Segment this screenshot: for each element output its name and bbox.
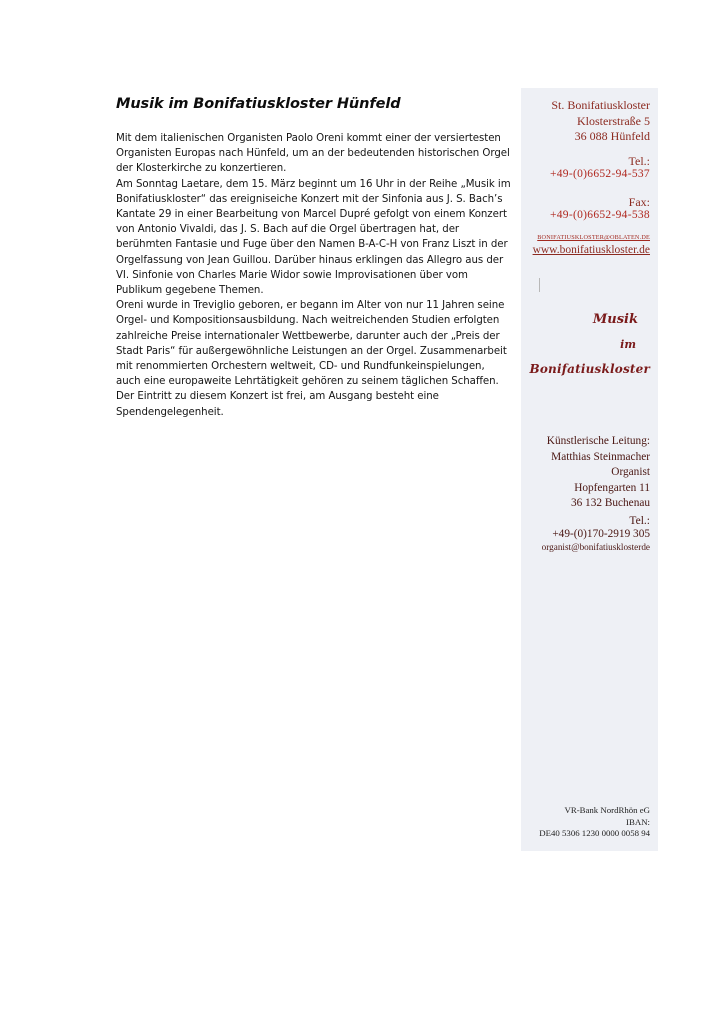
organist-phone-label: Tel.: bbox=[629, 515, 650, 527]
organist-street: Hopfengarten 11 bbox=[574, 481, 650, 494]
article-paragraph-biography: Oreni wurde in Treviglio geboren, er begann im Alter von nur 11 Jahren seine Orgel- und Kompositionsausbildung. Nach weitreichenden Studien erfolgten zahlreiche Preise internationaler Wettbewerbe, darunter auch der „Preis der Stadt Paris“ für außergewöhnliche Leistungen an der Orgel. Zusammenarbeit mit renommierten Orchestern weltweit, CD- und Rundfunkeinspielungen, auch eine europaweite Lehrtätigkeit gehören zu seinem täglichen Schaffen. bbox=[116, 300, 507, 388]
article-body bbox=[116, 131, 512, 420]
artistic-direction bbox=[547, 434, 650, 512]
monastery-street: Klosterstraße 5 bbox=[577, 113, 650, 128]
bank-details bbox=[539, 805, 650, 840]
article bbox=[116, 96, 512, 420]
logo-word-im: im bbox=[620, 338, 636, 351]
monastery-city: 36 088 Hünfeld bbox=[574, 129, 650, 143]
bank-name: VR-Bank NordRhön eG bbox=[564, 805, 650, 815]
organist-name: Matthias Steinmacher bbox=[551, 450, 650, 463]
fax-label: Fax: bbox=[628, 195, 650, 209]
fax-number: +49-(0)6652-94-538 bbox=[549, 209, 650, 221]
article-title: Musik im Bonifatiuskloster Hünfeld bbox=[116, 96, 401, 112]
website-link[interactable]: www.bonifatiuskloster.de bbox=[532, 244, 650, 256]
logo-word-bonifatiuskloster: Bonifatiuskloster bbox=[529, 362, 650, 376]
article-paragraph-intro: Mit dem italienischen Organisten Paolo Oreni kommt einer der versiertesten Organisten Europas nach Hünfeld, um an der bedeutenden historischen Orgel der Klosterkirche zu konzertieren. bbox=[116, 133, 510, 175]
article-paragraph-admission: Der Eintritt zu diesem Konzert ist frei, am Ausgang besteht eine Spendengelegenheit. bbox=[116, 391, 439, 418]
logo-word-musik: Musik bbox=[592, 312, 638, 327]
iban-number: DE40 5306 1230 0000 0058 94 bbox=[539, 828, 650, 838]
organist-phone-number: +49-(0)170-2919 305 bbox=[552, 528, 650, 540]
phone-number: +49-(0)6652-94-537 bbox=[549, 168, 650, 180]
phone-label: Tel.: bbox=[628, 154, 650, 168]
monastery-name: St. Bonifatiuskloster bbox=[551, 98, 650, 112]
letterhead-sidebar bbox=[521, 88, 658, 851]
organist-email-link[interactable]: organist@bonifatiusklosterde bbox=[541, 542, 650, 552]
organist-role: Organist bbox=[611, 466, 650, 479]
monastery-address bbox=[551, 98, 650, 145]
article-paragraph-program: Am Sonntag Laetare, dem 15. März beginnt um 16 Uhr in der Reihe „Musik im Bonifatiuskloster“ das ereigniseiche Konzert mit der Sinfonia aus J. S. Bach’s Kantate 29 in einer Bearbeitung von Marcel Dupré gefolgt von einem Konzert von Antonio Vivaldi, das J. S. Bach auf die Orgel übertragen hat, der berühmten Fantasie und Fuge über den Namen B-A-C-H von Franz Liszt in der Orgelfassung von Jean Guillou. Darüber hinaus erklingen das Allegro aus der VI. Sinfonie von Charles Marie Widor sowie Improvisationen über vom Publikum gegebene Themen. bbox=[116, 178, 511, 297]
music-series-logo bbox=[526, 312, 650, 382]
artistic-direction-label: Künstlerische Leitung: bbox=[546, 435, 650, 447]
monastery-email-link[interactable]: BONIFATIUSKLOSTER@OBLATEN.DE bbox=[537, 234, 650, 241]
divider bbox=[539, 278, 540, 292]
iban-label: IBAN: bbox=[626, 816, 650, 827]
organist-city: 36 132 Buchenau bbox=[570, 497, 650, 510]
